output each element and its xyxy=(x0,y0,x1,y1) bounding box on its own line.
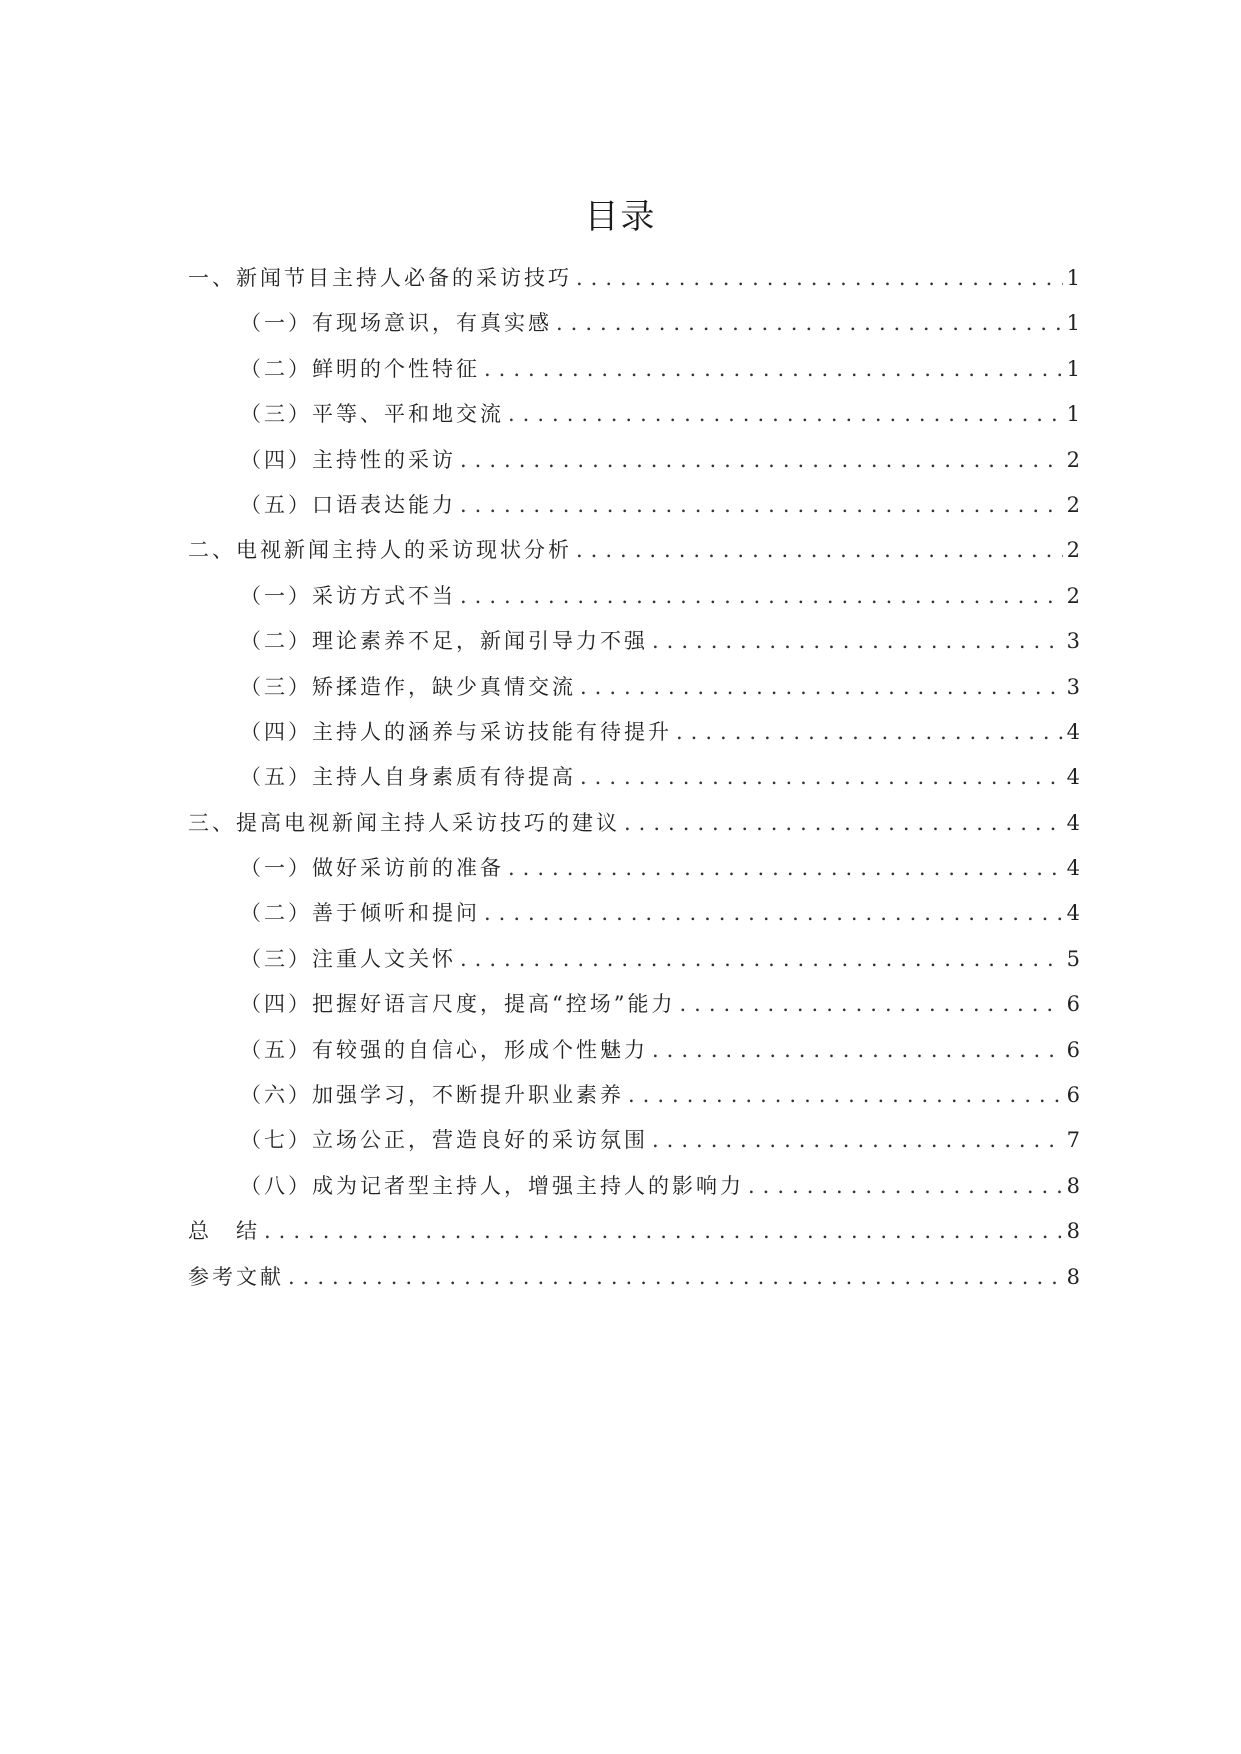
toc-entry-page: 1 xyxy=(1066,402,1080,427)
toc-entry-label: （一）做好采访前的准备 xyxy=(240,856,504,881)
toc-dot-leader xyxy=(628,1073,1063,1118)
toc-entry-label: 参考文献 xyxy=(188,1264,284,1289)
toc-entry-page: 4 xyxy=(1066,765,1080,790)
toc-entry-label: （五）口语表达能力 xyxy=(240,492,456,517)
toc-entry[interactable] xyxy=(188,1028,1080,1073)
toc-entry-page: 2 xyxy=(1066,583,1080,608)
toc-entry[interactable] xyxy=(188,256,1080,301)
toc-dot-leader xyxy=(679,982,1062,1027)
toc-entry-label: （四）把握好语言尺度，提高“控场”能力 xyxy=(240,992,676,1017)
toc-entry[interactable] xyxy=(188,347,1080,392)
toc-entry-label: （一）采访方式不当 xyxy=(240,583,456,608)
toc-entry-page: 6 xyxy=(1066,1037,1080,1062)
toc-entry-page: 8 xyxy=(1066,1264,1080,1289)
toc-entry-label: （六）加强学习，不断提升职业素养 xyxy=(240,1083,624,1108)
toc-entry-label: 一、新闻节目主持人必备的采访技巧 xyxy=(188,266,572,290)
toc-dot-leader xyxy=(676,710,1063,755)
toc-entry-label: （五）主持人自身素质有待提高 xyxy=(240,765,576,790)
toc-dot-leader xyxy=(460,438,1063,483)
toc-entry[interactable] xyxy=(188,937,1080,982)
toc-entry[interactable] xyxy=(188,665,1080,710)
toc-entry-label: （三）注重人文关怀 xyxy=(240,946,456,971)
toc-entry-page: 1 xyxy=(1066,266,1080,290)
toc-entry-label: （五）有较强的自信心，形成个性魅力 xyxy=(240,1037,648,1062)
toc-dot-leader xyxy=(624,801,1063,846)
toc-entry-label: （八）成为记者型主持人，增强主持人的影响力 xyxy=(240,1173,744,1198)
toc-entry[interactable] xyxy=(188,1164,1080,1209)
toc-entry-page: 2 xyxy=(1066,538,1080,563)
toc-entry[interactable] xyxy=(188,1209,1080,1254)
toc-entry-page: 1 xyxy=(1066,311,1080,336)
toc-entry-page: 4 xyxy=(1066,810,1080,835)
toc-entry[interactable] xyxy=(188,438,1080,483)
toc-dot-leader xyxy=(576,528,1063,573)
toc-entry[interactable] xyxy=(188,755,1080,800)
toc-entry-label: （四）主持性的采访 xyxy=(240,447,456,472)
toc-entry-page: 4 xyxy=(1066,901,1080,926)
toc-entry[interactable] xyxy=(188,801,1080,846)
toc-entry-page: 4 xyxy=(1066,719,1080,744)
toc-entry-page: 7 xyxy=(1066,1128,1080,1153)
toc-entry-page: 4 xyxy=(1066,856,1080,881)
toc-entry-label: （三）矫揉造作，缺少真情交流 xyxy=(240,674,576,699)
toc-entry[interactable] xyxy=(188,619,1080,664)
toc-dot-leader xyxy=(460,483,1063,528)
toc-dot-leader xyxy=(460,937,1063,982)
toc-dot-leader xyxy=(576,256,1063,301)
toc-entry-label: （三）平等、平和地交流 xyxy=(240,402,504,427)
toc-entry-page: 3 xyxy=(1066,674,1080,699)
toc-entry[interactable] xyxy=(188,891,1080,936)
toc-dot-leader xyxy=(652,1118,1063,1163)
toc-entry[interactable] xyxy=(188,1255,1080,1300)
toc-entry[interactable] xyxy=(188,483,1080,528)
toc-dot-leader xyxy=(580,665,1063,710)
toc-entry-page: 2 xyxy=(1066,447,1080,472)
toc-entry[interactable] xyxy=(188,301,1080,346)
toc-entry[interactable] xyxy=(188,574,1080,619)
toc-entry[interactable] xyxy=(188,392,1080,437)
toc-entry-page: 8 xyxy=(1066,1219,1080,1244)
toc-dot-leader xyxy=(484,891,1063,936)
toc-dot-leader xyxy=(508,392,1063,437)
toc-entry-page: 3 xyxy=(1066,629,1080,654)
toc-entry-page: 1 xyxy=(1066,356,1080,381)
toc-dot-leader xyxy=(288,1255,1063,1300)
toc-dot-leader xyxy=(508,846,1063,891)
toc-entry-label: （二）理论素养不足，新闻引导力不强 xyxy=(240,629,648,654)
toc-dot-leader xyxy=(484,347,1063,392)
toc-dot-leader xyxy=(460,574,1063,619)
toc-entry-label: （七）立场公正，营造良好的采访氛围 xyxy=(240,1128,648,1153)
toc-entry-label: （二）善于倾听和提问 xyxy=(240,901,480,926)
toc-entry[interactable] xyxy=(188,1073,1080,1118)
toc-dot-leader xyxy=(652,619,1063,664)
toc-entry-page: 8 xyxy=(1066,1173,1080,1198)
toc-entry[interactable] xyxy=(188,528,1080,573)
toc-entry[interactable] xyxy=(188,1118,1080,1163)
toc-entry-label: （二）鲜明的个性特征 xyxy=(240,356,480,381)
toc-entry-label: 二、电视新闻主持人的采访现状分析 xyxy=(188,538,572,563)
toc-dot-leader xyxy=(264,1209,1063,1254)
toc-entry-page: 2 xyxy=(1066,492,1080,517)
toc-entry-label: 总 结 xyxy=(188,1219,260,1244)
toc-dot-leader xyxy=(652,1028,1063,1073)
toc-entry-label: （四）主持人的涵养与采访技能有待提升 xyxy=(240,719,672,744)
toc-entry-page: 6 xyxy=(1066,992,1080,1017)
toc-entry[interactable] xyxy=(188,846,1080,891)
toc-entry-page: 6 xyxy=(1066,1083,1080,1108)
toc-entry-label: （一）有现场意识，有真实感 xyxy=(240,311,552,336)
table-of-contents xyxy=(188,256,1080,1300)
toc-entry-label: 三、提高电视新闻主持人采访技巧的建议 xyxy=(188,810,620,835)
toc-entry[interactable] xyxy=(188,982,1080,1027)
toc-dot-leader xyxy=(580,755,1063,800)
toc-dot-leader xyxy=(556,301,1063,346)
toc-dot-leader xyxy=(748,1164,1063,1209)
toc-entry-page: 5 xyxy=(1066,946,1080,971)
toc-entry[interactable] xyxy=(188,710,1080,755)
toc-title: 目录 xyxy=(584,197,657,237)
